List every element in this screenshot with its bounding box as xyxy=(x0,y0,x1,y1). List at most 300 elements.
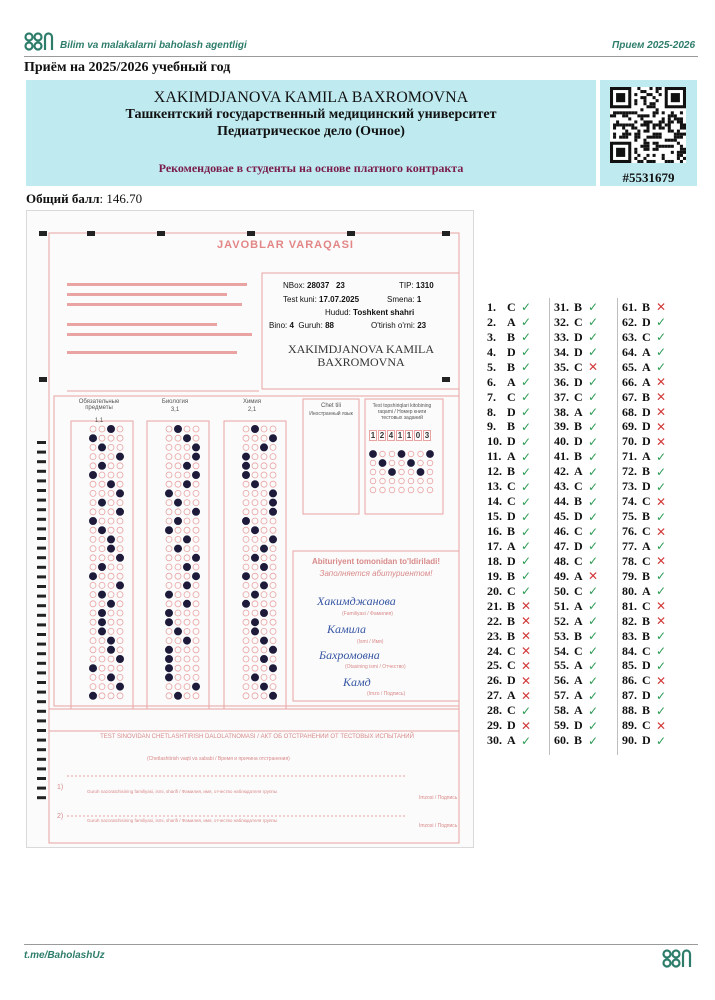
check-icon: ✓ xyxy=(656,688,667,703)
answer-letter: C xyxy=(642,494,651,509)
answer-letter: B xyxy=(574,494,583,509)
answer-letter: D xyxy=(642,419,651,434)
question-number: 25. xyxy=(487,658,502,673)
act-sign-label-1: Imzosi / Подпись xyxy=(419,795,458,801)
check-icon: ✓ xyxy=(588,494,599,509)
label-firstname: (Ismi / Имя) xyxy=(357,639,384,645)
question-number: 90. xyxy=(622,733,637,748)
answer-row xyxy=(554,718,616,733)
answer-letter: A xyxy=(574,613,583,628)
variant-digit: 3 xyxy=(424,431,430,440)
answer-row xyxy=(554,644,616,659)
answer-row xyxy=(487,614,549,629)
answer-letter: C xyxy=(507,299,516,314)
check-icon: ✓ xyxy=(656,509,667,524)
check-icon: ✓ xyxy=(588,629,599,644)
answer-letter: D xyxy=(642,479,651,494)
question-number: 26. xyxy=(487,673,502,688)
check-icon: ✓ xyxy=(521,524,532,539)
answer-row xyxy=(554,405,616,420)
recommendation-text: Рекомендовае в студенты на основе платного контракта xyxy=(158,161,464,175)
question-number: 73. xyxy=(622,479,637,494)
sheet-frame xyxy=(27,211,474,848)
question-number: 28. xyxy=(487,703,502,718)
answer-row xyxy=(554,300,616,315)
answer-letter: D xyxy=(507,404,516,419)
question-number: 79. xyxy=(622,568,637,583)
answer-row xyxy=(487,539,549,554)
cross-icon: ✕ xyxy=(521,673,532,688)
question-number: 27. xyxy=(487,688,502,703)
cross-icon: ✕ xyxy=(521,718,532,733)
question-number: 81. xyxy=(622,598,637,613)
answer-row xyxy=(554,524,616,539)
question-number: 88. xyxy=(622,703,637,718)
answer-column-separator xyxy=(549,298,550,755)
answer-row xyxy=(487,688,549,703)
check-icon: ✓ xyxy=(588,345,599,360)
answer-letter: C xyxy=(507,703,516,718)
telegram-link[interactable]: t.me/BaholashUz xyxy=(24,950,105,961)
answer-letter: C xyxy=(642,643,651,658)
answer-row xyxy=(622,345,684,360)
answer-letter: D xyxy=(507,553,516,568)
answer-row xyxy=(622,569,684,584)
check-icon: ✓ xyxy=(588,599,599,614)
foreign-lang-subtitle: Иностранный язык xyxy=(309,411,353,417)
question-number: 80. xyxy=(622,583,637,598)
answer-row xyxy=(487,703,549,718)
question-number: 87. xyxy=(622,688,637,703)
check-icon: ✓ xyxy=(588,300,599,315)
answer-row xyxy=(487,554,549,569)
variant-digit: 1 xyxy=(370,431,376,440)
label-signature: (Imzo / Подпись) xyxy=(367,691,406,697)
answer-letter: C xyxy=(642,553,651,568)
answer-row xyxy=(487,509,549,524)
answer-row xyxy=(487,599,549,614)
answer-row xyxy=(487,434,549,449)
cross-icon: ✕ xyxy=(588,569,599,584)
check-icon: ✓ xyxy=(588,718,599,733)
answer-letter: B xyxy=(507,359,516,374)
sheet-smena: Smena: 1 xyxy=(387,295,422,304)
question-number: 42. xyxy=(554,464,569,479)
answer-row xyxy=(554,733,616,748)
footer-divider xyxy=(24,944,698,945)
answer-row xyxy=(487,420,549,435)
university-name: Ташкентский государственный медицинский университет xyxy=(125,107,497,122)
question-number: 4. xyxy=(487,344,496,359)
answer-row xyxy=(487,584,549,599)
answer-row xyxy=(554,479,616,494)
answer-column xyxy=(554,300,616,748)
check-icon: ✓ xyxy=(588,330,599,345)
check-icon: ✓ xyxy=(521,449,532,464)
answer-row xyxy=(487,479,549,494)
question-number: 19. xyxy=(487,568,502,583)
answer-row xyxy=(487,718,549,733)
answer-row xyxy=(554,420,616,435)
question-number: 33. xyxy=(554,329,569,344)
answer-row xyxy=(622,420,684,435)
question-number: 1. xyxy=(487,299,496,314)
answer-row xyxy=(622,599,684,614)
question-number: 52. xyxy=(554,613,569,628)
variant-digit: 4 xyxy=(388,431,394,440)
foreign-lang-title: Chet tili xyxy=(320,403,341,409)
question-number: 74. xyxy=(622,494,637,509)
cross-icon: ✕ xyxy=(656,300,667,315)
answer-sheet-scan[interactable] xyxy=(26,210,474,848)
answer-row xyxy=(554,688,616,703)
question-number: 17. xyxy=(487,538,502,553)
act-reason-label: (Chetlashtirish vaqti va sababi / Время и причина отстранения) xyxy=(147,756,290,762)
answer-letter: C xyxy=(642,673,651,688)
act-observer-label-2: Guruh nazoratchisining familiyasi, ismi, sharifi / Фамилия, имя, отчество наблюдателя группы xyxy=(87,818,278,823)
question-number: 23. xyxy=(487,628,502,643)
question-number: 12. xyxy=(487,464,502,479)
answer-letter: D xyxy=(507,673,516,688)
answer-letter: B xyxy=(574,299,583,314)
hand-signature: Камд xyxy=(343,675,371,689)
answer-row xyxy=(554,554,616,569)
check-icon: ✓ xyxy=(588,464,599,479)
answer-row xyxy=(487,733,549,748)
answer-row xyxy=(622,539,684,554)
check-icon: ✓ xyxy=(656,345,667,360)
answer-letter: D xyxy=(507,344,516,359)
cross-icon: ✕ xyxy=(521,688,532,703)
check-icon: ✓ xyxy=(588,658,599,673)
question-number: 58. xyxy=(554,703,569,718)
check-icon: ✓ xyxy=(521,703,532,718)
sheet-date: Test kuni: 17.07.2025 xyxy=(283,295,360,304)
answer-letter: C xyxy=(507,389,516,404)
col-chemistry-title: Химия xyxy=(242,399,262,405)
hand-lastname: Хакимджанова xyxy=(317,594,396,608)
check-icon: ✓ xyxy=(656,584,667,599)
answer-row xyxy=(487,405,549,420)
question-number: 46. xyxy=(554,524,569,539)
answer-letter: D xyxy=(507,718,516,733)
check-icon: ✓ xyxy=(656,449,667,464)
answer-letter: C xyxy=(574,479,583,494)
check-icon: ✓ xyxy=(588,449,599,464)
question-number: 8. xyxy=(487,404,496,419)
answer-row xyxy=(487,315,549,330)
check-icon: ✓ xyxy=(521,584,532,599)
answer-letter: C xyxy=(507,583,516,598)
total-score-value: 146.70 xyxy=(106,191,143,206)
check-icon: ✓ xyxy=(588,375,599,390)
answer-row xyxy=(622,718,684,733)
answer-letter: B xyxy=(642,299,651,314)
question-number: 39. xyxy=(554,419,569,434)
check-icon: ✓ xyxy=(521,345,532,360)
answer-row xyxy=(554,509,616,524)
answer-letter: B xyxy=(507,598,516,613)
check-icon: ✓ xyxy=(656,360,667,375)
check-icon: ✓ xyxy=(588,315,599,330)
answer-letter: A xyxy=(642,374,651,389)
answer-letter: A xyxy=(574,658,583,673)
act-sign-label-2: Imzosi / Подпись xyxy=(419,823,458,829)
question-number: 65. xyxy=(622,359,637,374)
answer-row xyxy=(487,464,549,479)
cross-icon: ✕ xyxy=(656,673,667,688)
answer-letter: C xyxy=(642,598,651,613)
check-icon: ✓ xyxy=(588,405,599,420)
answer-letter: D xyxy=(642,658,651,673)
answer-letter: D xyxy=(574,344,583,359)
agency-logo-footer xyxy=(662,948,692,970)
answer-letter: A xyxy=(574,598,583,613)
answer-letter: C xyxy=(507,479,516,494)
check-icon: ✓ xyxy=(521,315,532,330)
student-name: XAKIMDJANOVA KAMILA BAXROMOVNA xyxy=(153,89,469,106)
answer-letter: C xyxy=(507,658,516,673)
act-item-2: 2) xyxy=(57,813,64,820)
check-icon: ✓ xyxy=(656,658,667,673)
question-number: 29. xyxy=(487,718,502,733)
question-number: 89. xyxy=(622,718,637,733)
question-number: 70. xyxy=(622,434,637,449)
answer-row xyxy=(554,629,616,644)
answer-row xyxy=(622,300,684,315)
check-icon: ✓ xyxy=(521,494,532,509)
check-icon: ✓ xyxy=(521,509,532,524)
cross-icon: ✕ xyxy=(588,360,599,375)
col-mandatory-title: Обязательные предметы xyxy=(78,399,120,411)
question-number: 6. xyxy=(487,374,496,389)
question-number: 30. xyxy=(487,733,502,748)
col-biology-title: Биология xyxy=(161,399,189,405)
answer-letter: A xyxy=(507,733,516,748)
answer-row xyxy=(622,434,684,449)
answer-row xyxy=(487,524,549,539)
sheet-nbox: NBox: 28037 23 xyxy=(283,281,345,290)
answer-row xyxy=(554,659,616,674)
answer-letter: C xyxy=(574,643,583,658)
answer-row xyxy=(487,330,549,345)
answer-letter: B xyxy=(642,568,651,583)
question-number: 3. xyxy=(487,329,496,344)
answer-row xyxy=(554,375,616,390)
cross-icon: ✕ xyxy=(521,599,532,614)
label-patronymic: (Otasining ismi / Отчество) xyxy=(345,664,406,670)
col-mandatory-code: 1,1 xyxy=(94,418,104,424)
question-number: 10. xyxy=(487,434,502,449)
check-icon: ✓ xyxy=(656,569,667,584)
answer-letter: B xyxy=(574,733,583,748)
question-number: 82. xyxy=(622,613,637,628)
check-icon: ✓ xyxy=(521,479,532,494)
check-icon: ✓ xyxy=(521,464,532,479)
question-number: 77. xyxy=(622,538,637,553)
question-number: 53. xyxy=(554,628,569,643)
answer-row xyxy=(622,644,684,659)
question-number: 71. xyxy=(622,449,637,464)
question-number: 41. xyxy=(554,449,569,464)
variant-title: Test topshiriqlari kitobining raqami / Номер книги тестовых заданий xyxy=(372,403,432,421)
variant-digit: 2 xyxy=(379,431,385,440)
question-number: 34. xyxy=(554,344,569,359)
answer-letter: D xyxy=(642,688,651,703)
answer-letter: D xyxy=(642,314,651,329)
qr-code-icon[interactable] xyxy=(610,87,686,163)
question-number: 49. xyxy=(554,568,569,583)
answer-row xyxy=(622,509,684,524)
answer-row xyxy=(487,673,549,688)
check-icon: ✓ xyxy=(656,629,667,644)
cross-icon: ✕ xyxy=(656,375,667,390)
answer-letter: A xyxy=(574,568,583,583)
question-number: 5. xyxy=(487,359,496,374)
answer-row xyxy=(554,539,616,554)
check-icon: ✓ xyxy=(656,479,667,494)
answer-row xyxy=(622,703,684,718)
check-icon: ✓ xyxy=(588,419,599,434)
question-number: 45. xyxy=(554,509,569,524)
answer-letter: C xyxy=(574,524,583,539)
answer-letter: D xyxy=(574,509,583,524)
check-icon: ✓ xyxy=(521,733,532,748)
answer-letter: D xyxy=(507,434,516,449)
check-icon: ✓ xyxy=(521,405,532,420)
answer-column-separator xyxy=(617,298,618,755)
answer-row xyxy=(554,345,616,360)
cross-icon: ✕ xyxy=(656,554,667,569)
answer-row xyxy=(554,584,616,599)
question-number: 37. xyxy=(554,389,569,404)
answer-row xyxy=(554,315,616,330)
question-number: 64. xyxy=(622,344,637,359)
answer-letter: B xyxy=(507,329,516,344)
answer-letter: D xyxy=(642,733,651,748)
answer-row xyxy=(622,360,684,375)
answer-letter: B xyxy=(642,509,651,524)
fill-by-applicant-title: Abituriyent tomonidan to'ldiriladi! xyxy=(311,557,441,566)
check-icon: ✓ xyxy=(588,434,599,449)
answer-letter: C xyxy=(642,718,651,733)
question-number: 76. xyxy=(622,524,637,539)
sheet-seat: O'tirish o'rni: 23 xyxy=(371,321,427,330)
check-icon: ✓ xyxy=(521,419,532,434)
check-icon: ✓ xyxy=(588,390,599,405)
answer-column xyxy=(487,300,549,748)
question-number: 59. xyxy=(554,718,569,733)
answer-row xyxy=(554,614,616,629)
cross-icon: ✕ xyxy=(656,524,667,539)
sheet-bino-guruh: Bino: 4 Guruh: 88 xyxy=(269,321,334,330)
answer-letter: A xyxy=(574,703,583,718)
document-heading: Приём на 2025/2026 учебный год xyxy=(24,60,231,75)
check-icon: ✓ xyxy=(588,554,599,569)
answer-row xyxy=(622,494,684,509)
answer-row xyxy=(487,375,549,390)
answer-letter: D xyxy=(507,509,516,524)
question-number: 2. xyxy=(487,314,496,329)
check-icon: ✓ xyxy=(656,733,667,748)
answer-row xyxy=(622,449,684,464)
answer-row xyxy=(622,733,684,748)
check-icon: ✓ xyxy=(588,614,599,629)
question-number: 85. xyxy=(622,658,637,673)
answer-letter: A xyxy=(574,464,583,479)
agency-logo xyxy=(24,31,54,53)
question-number: 18. xyxy=(487,553,502,568)
check-icon: ✓ xyxy=(521,375,532,390)
answer-row xyxy=(622,584,684,599)
question-number: 40. xyxy=(554,434,569,449)
answer-letter: A xyxy=(642,344,651,359)
question-number: 32. xyxy=(554,314,569,329)
cross-icon: ✕ xyxy=(656,599,667,614)
fill-by-applicant-subtitle: Заполняется абитуриентом! xyxy=(319,569,433,578)
check-icon: ✓ xyxy=(521,300,532,315)
agency-name: Bilim va malakalarni baholash agentligi xyxy=(60,40,247,51)
answer-row xyxy=(487,360,549,375)
answer-letter: A xyxy=(574,688,583,703)
col-biology-code: 3,1 xyxy=(170,407,180,413)
answer-row xyxy=(622,659,684,674)
answer-letter: B xyxy=(642,389,651,404)
cross-icon: ✕ xyxy=(656,614,667,629)
check-icon: ✓ xyxy=(521,390,532,405)
answer-letter: B xyxy=(507,464,516,479)
variant-number xyxy=(369,430,431,441)
question-number: 50. xyxy=(554,583,569,598)
answer-letter: C xyxy=(574,583,583,598)
sheet-hudud: Hudud: Toshkent shahri xyxy=(325,308,415,317)
answer-row xyxy=(622,405,684,420)
question-number: 55. xyxy=(554,658,569,673)
col-chemistry-code: 2,1 xyxy=(247,407,257,413)
question-number: 38. xyxy=(554,404,569,419)
answer-letter: B xyxy=(574,449,583,464)
question-number: 60. xyxy=(554,733,569,748)
answer-letter: C xyxy=(642,329,651,344)
question-number: 43. xyxy=(554,479,569,494)
answer-letter: B xyxy=(507,628,516,643)
answer-row xyxy=(487,390,549,405)
check-icon: ✓ xyxy=(521,539,532,554)
act-item-1: 1) xyxy=(57,784,64,791)
question-number: 68. xyxy=(622,404,637,419)
answer-row xyxy=(487,494,549,509)
cross-icon: ✕ xyxy=(521,658,532,673)
check-icon: ✓ xyxy=(656,703,667,718)
question-number: 11. xyxy=(487,449,502,464)
question-number: 56. xyxy=(554,673,569,688)
check-icon: ✓ xyxy=(521,330,532,345)
answer-letter: B xyxy=(642,464,651,479)
question-number: 83. xyxy=(622,628,637,643)
answer-row xyxy=(554,494,616,509)
answer-column xyxy=(622,300,684,748)
answer-letter: C xyxy=(574,553,583,568)
check-icon: ✓ xyxy=(656,464,667,479)
answer-row xyxy=(487,449,549,464)
label-lastname: (Familiyasi / Фамилия) xyxy=(342,611,393,617)
answer-row xyxy=(487,629,549,644)
cross-icon: ✕ xyxy=(521,614,532,629)
check-icon: ✓ xyxy=(521,360,532,375)
answer-letter: D xyxy=(574,434,583,449)
answer-row xyxy=(622,554,684,569)
check-icon: ✓ xyxy=(588,479,599,494)
